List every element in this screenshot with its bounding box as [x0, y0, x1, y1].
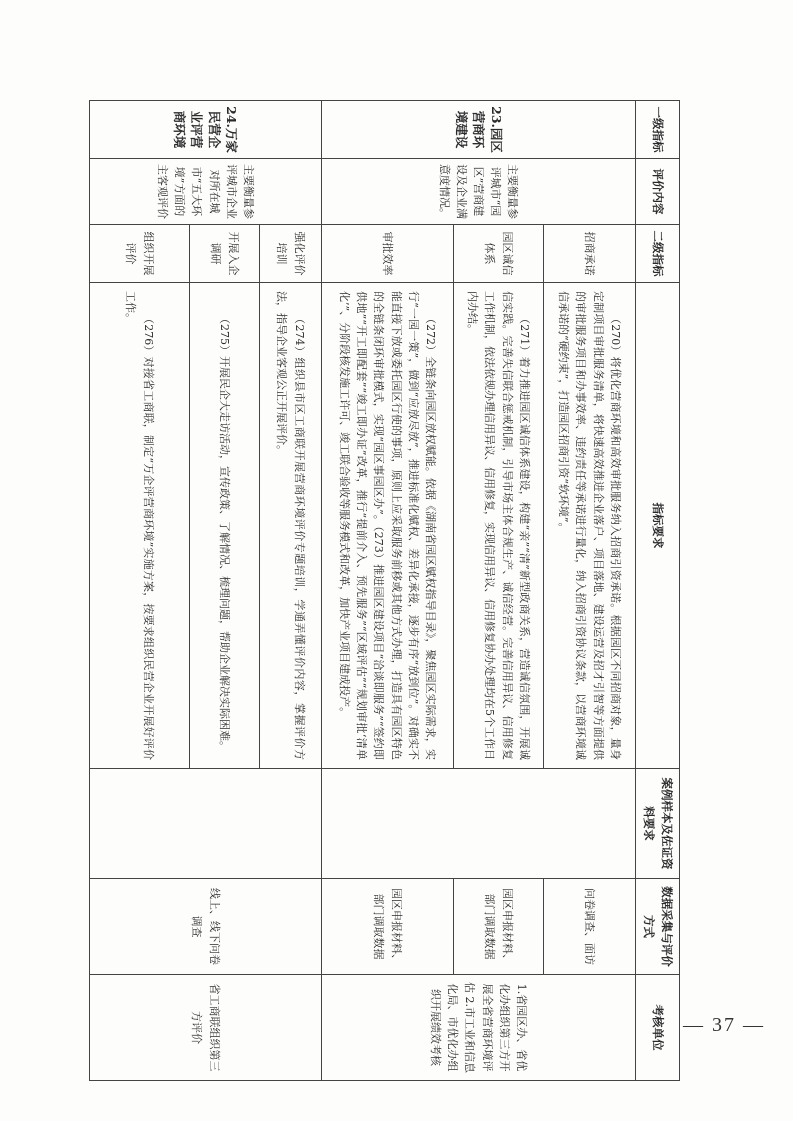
rotated-table-wrapper — [90, 100, 680, 1080]
header-requirements: 指标要求 — [636, 283, 680, 769]
requirement-cell — [544, 283, 636, 769]
header-row — [636, 101, 680, 1081]
table-row — [322, 101, 454, 1081]
requirement-cell — [190, 283, 260, 769]
method-cell: 园区申报材料、部门调取数据 — [322, 879, 454, 975]
table-row — [454, 101, 544, 1081]
method-cell: 线上、线下问卷调查 — [90, 879, 322, 975]
header-sample: 案例样本及佐证资料要求 — [636, 769, 680, 879]
requirement-text: （272）全链条向园区放权赋能。依据《湖南省园区赋权指导目录》，聚焦园区实际需求，实行“一园一策”，做到“应放尽放”，推进标准化赋权、差异化承接，逐步有序“放到位”。对确实不能直接下放或委托园区行使的事项，原则上应采取服务前移或其他方式办理，打造具有园区特色的全链条闭环审批模式，实现“园区事园区办”。（273）推进园区建设项目“洽谈即服务”“签约即供地”“开工即配套”“竣工即办证”改革，推行“提前介入、预先服务”“区域评估”“规划审批‘清单化’”、分阶段核发施工许可、竣工联合验收等服务模式和改革，加快产业项目建成投产。 — [338, 291, 437, 760]
requirement-text: （276）对接省工商联，制定“万企评营商环境”实施方案，按要求组织民营企业开展好评价工作。 — [124, 291, 155, 760]
header-level1: 一级指标 — [636, 101, 680, 159]
assessor-cell-24: 省工商联组织第三方评价 — [90, 975, 322, 1081]
header-method: 数据采集与评价方式 — [636, 879, 680, 975]
level1-cell-23: 23.园区营商环境建设 — [322, 101, 636, 159]
indicator-table — [89, 100, 680, 1081]
sample-cell-24 — [90, 769, 322, 879]
requirement-cell — [454, 283, 544, 769]
level2-cell: 招商承诺 — [544, 225, 636, 283]
requirement-cell — [90, 283, 190, 769]
header-content: 评价内容 — [636, 159, 680, 225]
requirement-cell — [322, 283, 454, 769]
requirement-text: （270）将优化营商环境和高效审批服务纳入招商引资承诺。根据园区不同招商对象，量身定制项目审批服务清单，将快速高效推进企业落户、项目落地、建设运营及招才引智等方面提供的审批服务项目和办事效率、违约责任等承诺进行量化，纳入招商引资协议条款，以营商环境诚信承诺的“硬约束”，打造园区招商引资“软环境”。 — [557, 291, 622, 760]
requirement-text: （271）着力推进园区诚信体系建设，构建“亲”“清”新型政商关系，营造诚信氛围，开展诚信实践。完善失信联合惩戒机制，引导市场主体合规生产、诚信经营。完善信用异议、信用修复工作机制，依法依规办理信用异议、信用修复，实现信用异议、信用修复协办处理均在5个工作日内办结。 — [466, 291, 531, 760]
requirement-cell — [260, 283, 322, 769]
level2-cell: 组织开展评价 — [90, 225, 190, 283]
level2-cell: 强化评价培训 — [260, 225, 322, 283]
page-number: — 37 — — [683, 1014, 765, 1036]
header-assessor: 考核单位 — [636, 975, 680, 1081]
content-cell-23: 主要衡量参评城市“园区”营商建设及企业满意度情况。 — [322, 159, 636, 225]
requirement-text: （275）开展民企大走访活动，宣传政策、了解情况、梳理问题，帮助企业解决实际困难。 — [218, 313, 232, 752]
content-cell-24: 主要衡量参评城市企业对所在城市“五大环境”方面的主客观评价 — [90, 159, 322, 225]
level2-cell: 开展入企调研 — [190, 225, 260, 283]
table-row — [260, 101, 322, 1081]
level2-cell: 园区诚信体系 — [454, 225, 544, 283]
method-cell: 园区申报材料、部门调取数据 — [454, 879, 544, 975]
method-cell: 问卷调查、面访 — [544, 879, 636, 975]
requirement-text: （274）组织县市区工商联开展营商环境评价专题培训，学通弄懂评价内容，掌握评价方法，指导企业客观公正开展评价。 — [275, 291, 306, 760]
sample-cell-23 — [322, 769, 636, 879]
assessor-cell-23: 1.省园区办、省优化办组织第三方开展全省营商环境评估 2.市工业和信息化局、市优化办组织开展绩效考核 — [322, 975, 636, 1081]
header-level2: 二级指标 — [636, 225, 680, 283]
table-row — [544, 101, 636, 1081]
level2-cell: 审批效率 — [322, 225, 454, 283]
level1-cell-24: 24.万家民营企业评营商环境 — [90, 101, 322, 159]
